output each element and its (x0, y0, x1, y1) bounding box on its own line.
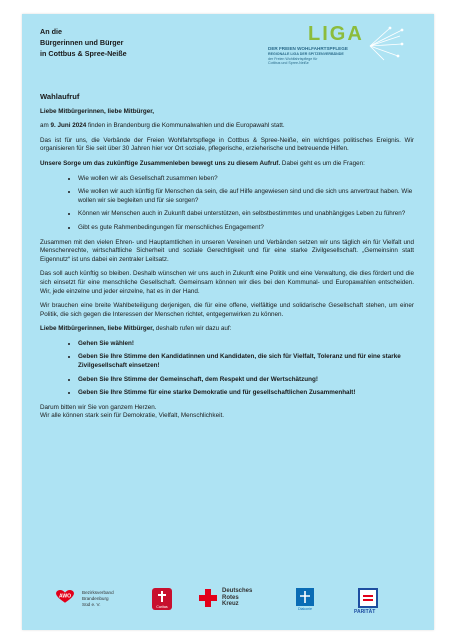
logo-line: Cottbus und Spree-Neiße (268, 61, 309, 66)
caritas-label: Caritas (156, 605, 168, 609)
text: am (40, 122, 51, 130)
red-cross-icon (198, 588, 218, 608)
paragraph: Das ist für uns, die Verbände der Freien Wohlfahrtspflege in Cottbus & Spree-Neiße, ein wichtiges politisches Ereignis. Wir organisieren für Sie seit über 30 Jahren hier vor Ort soziale, pflegerische, erzieherische und betreuende Hilfen. (40, 136, 414, 153)
logo-word: LIGA (308, 23, 364, 45)
paragraph: Zusammen mit den vielen Ehren- und Hauptamtlichen in unseren Vereinen und Verbänden setzen wir uns täglich ein für Vielfalt und Menschenrechte, wirtschaftliche Sicherheit und soziale Gerechtigkeit und für eine starke Zivilgesellschaft. „Gemeinsinn statt Eigennutz“ ist uns dabei ein zentraler Leitsatz. (40, 238, 414, 263)
diakonie-label: Diakonie (298, 607, 312, 611)
greeting: Liebe Mitbürgerinnen, liebe Mitbürger, (40, 107, 155, 115)
drk-line: Deutsches (222, 588, 253, 594)
caritas-cross-icon (152, 588, 172, 610)
text: deshalb rufen wir dazu auf: (154, 325, 232, 333)
letter-body (40, 93, 414, 421)
logo-subtitle: DER FREIEN WOHLFAHRTSPFLEGE (268, 46, 348, 51)
awo-mark: AWO (58, 593, 72, 600)
awo-line: Bezirksverband (82, 590, 114, 595)
drk-logo (198, 588, 253, 613)
list-item: • Gibt es gute Rahmenbedingungen für menschliches Engagement? (78, 224, 414, 233)
list-item: • Wie wollen wir als Gesellschaft zusammen leben? (78, 175, 414, 184)
awo-line: Brandenburg Süd e. V. (82, 596, 109, 607)
liga-logo (268, 24, 418, 66)
awo-text (82, 590, 114, 608)
awo-heart-icon (54, 588, 76, 604)
list-item: • Geben Sie Ihre Stimme für eine starke Demokratie und für gesellschaftlichen Zusammenhalt! (78, 389, 414, 398)
paragraph: Das soll auch künftig so bleiben. Deshalb wünschen wir uns auch in Zukunft eine Politik und eine Verwaltung, die dies fördert und die sich einsetzt für eine menschliche Gesellschaft. Gemeinsam können wir dies bei den Kommunal- und Europawahlen entscheiden. Wir, jede einzelne und jeder einzelne, hat es in der Hand. (40, 270, 414, 295)
question-list (40, 175, 414, 233)
paritaet-logo (354, 588, 378, 615)
list-item: • Wie wollen wir auch künftig für Menschen da sein, die auf Hilfe angewiesen sind und die sich uns anvertraut haben. Wie wollen wir sie begleiten und für sie sorgen? (78, 188, 414, 205)
drk-text (222, 588, 252, 608)
recipient-address (40, 26, 127, 59)
paragraph: Wir brauchen eine breite Wahlbeteiligung derjenigen, die für eine offene, vielfältige und solidarische Gesellschaft stehen, um einer Politik, die sich gegen die Interessen der Menschen richtet, entgegenwirken zu können. (40, 302, 414, 318)
list-item: • Geben Sie Ihre Stimme den Kandidatinnen und Kandidaten, die sich für Vielfalt, Toleranz und für eine starke Zivilgesellschaft einsetzen! (78, 353, 414, 370)
closing-line: Wir alle können stark sein für Demokratie, Vielfalt, Menschlichkeit. (40, 412, 224, 420)
text: Unsere Sorge um das zukünftige Zusammenleben bewegt uns zu diesem Aufruf. (40, 159, 281, 167)
address-line: Bürgerinnen und Bürger (40, 38, 124, 47)
logo-line: der Freien Wohlfahrtspflege für (268, 56, 318, 61)
drk-line: Rotes (222, 594, 239, 601)
paritaet-label: PARITÄT (354, 609, 376, 615)
address-line: An die (40, 27, 62, 36)
equals-icon (358, 588, 378, 608)
election-date: 9. Juni 2024 (50, 122, 87, 130)
list-item: • Geben Sie Ihre Stimme der Gemeinschaft, dem Respekt und der Wertschätzung! (78, 376, 414, 385)
page-title: Wahlaufruf (40, 92, 80, 101)
caritas-logo (152, 588, 172, 610)
appeal-list (40, 340, 414, 398)
diakonie-logo (296, 588, 320, 611)
diakonie-cross-icon (296, 588, 314, 606)
text: Dabei geht es um die Fragen: (280, 159, 365, 167)
text: Liebe Mitbürgerinnen, liebe Mitbürger, (40, 325, 155, 333)
sponsor-logos (40, 588, 410, 624)
drk-line: Kreuz (222, 601, 239, 607)
sunburst-icon (364, 26, 404, 62)
awo-logo (54, 588, 114, 609)
list-item: • Können wir Menschen auch in Zukunft dabei unterstützen, ein selbstbestimmtes und unabhängiges Leben zu führen? (78, 210, 414, 219)
closing-line: Darum bitten wir Sie von ganzem Herzen. (40, 403, 157, 411)
list-item: • Gehen Sie wählen! (78, 340, 414, 349)
paragraph (40, 122, 414, 131)
logo-line: REGIONALE LIGA DER SPITZENVERBÄNDE (268, 52, 344, 56)
text: finden in Brandenburg die Kommunalwahlen und die Europawahl statt. (86, 122, 285, 130)
address-line: in Cottbus & Spree-Neiße (40, 49, 127, 58)
paragraph (40, 160, 414, 169)
paragraph (40, 325, 414, 334)
